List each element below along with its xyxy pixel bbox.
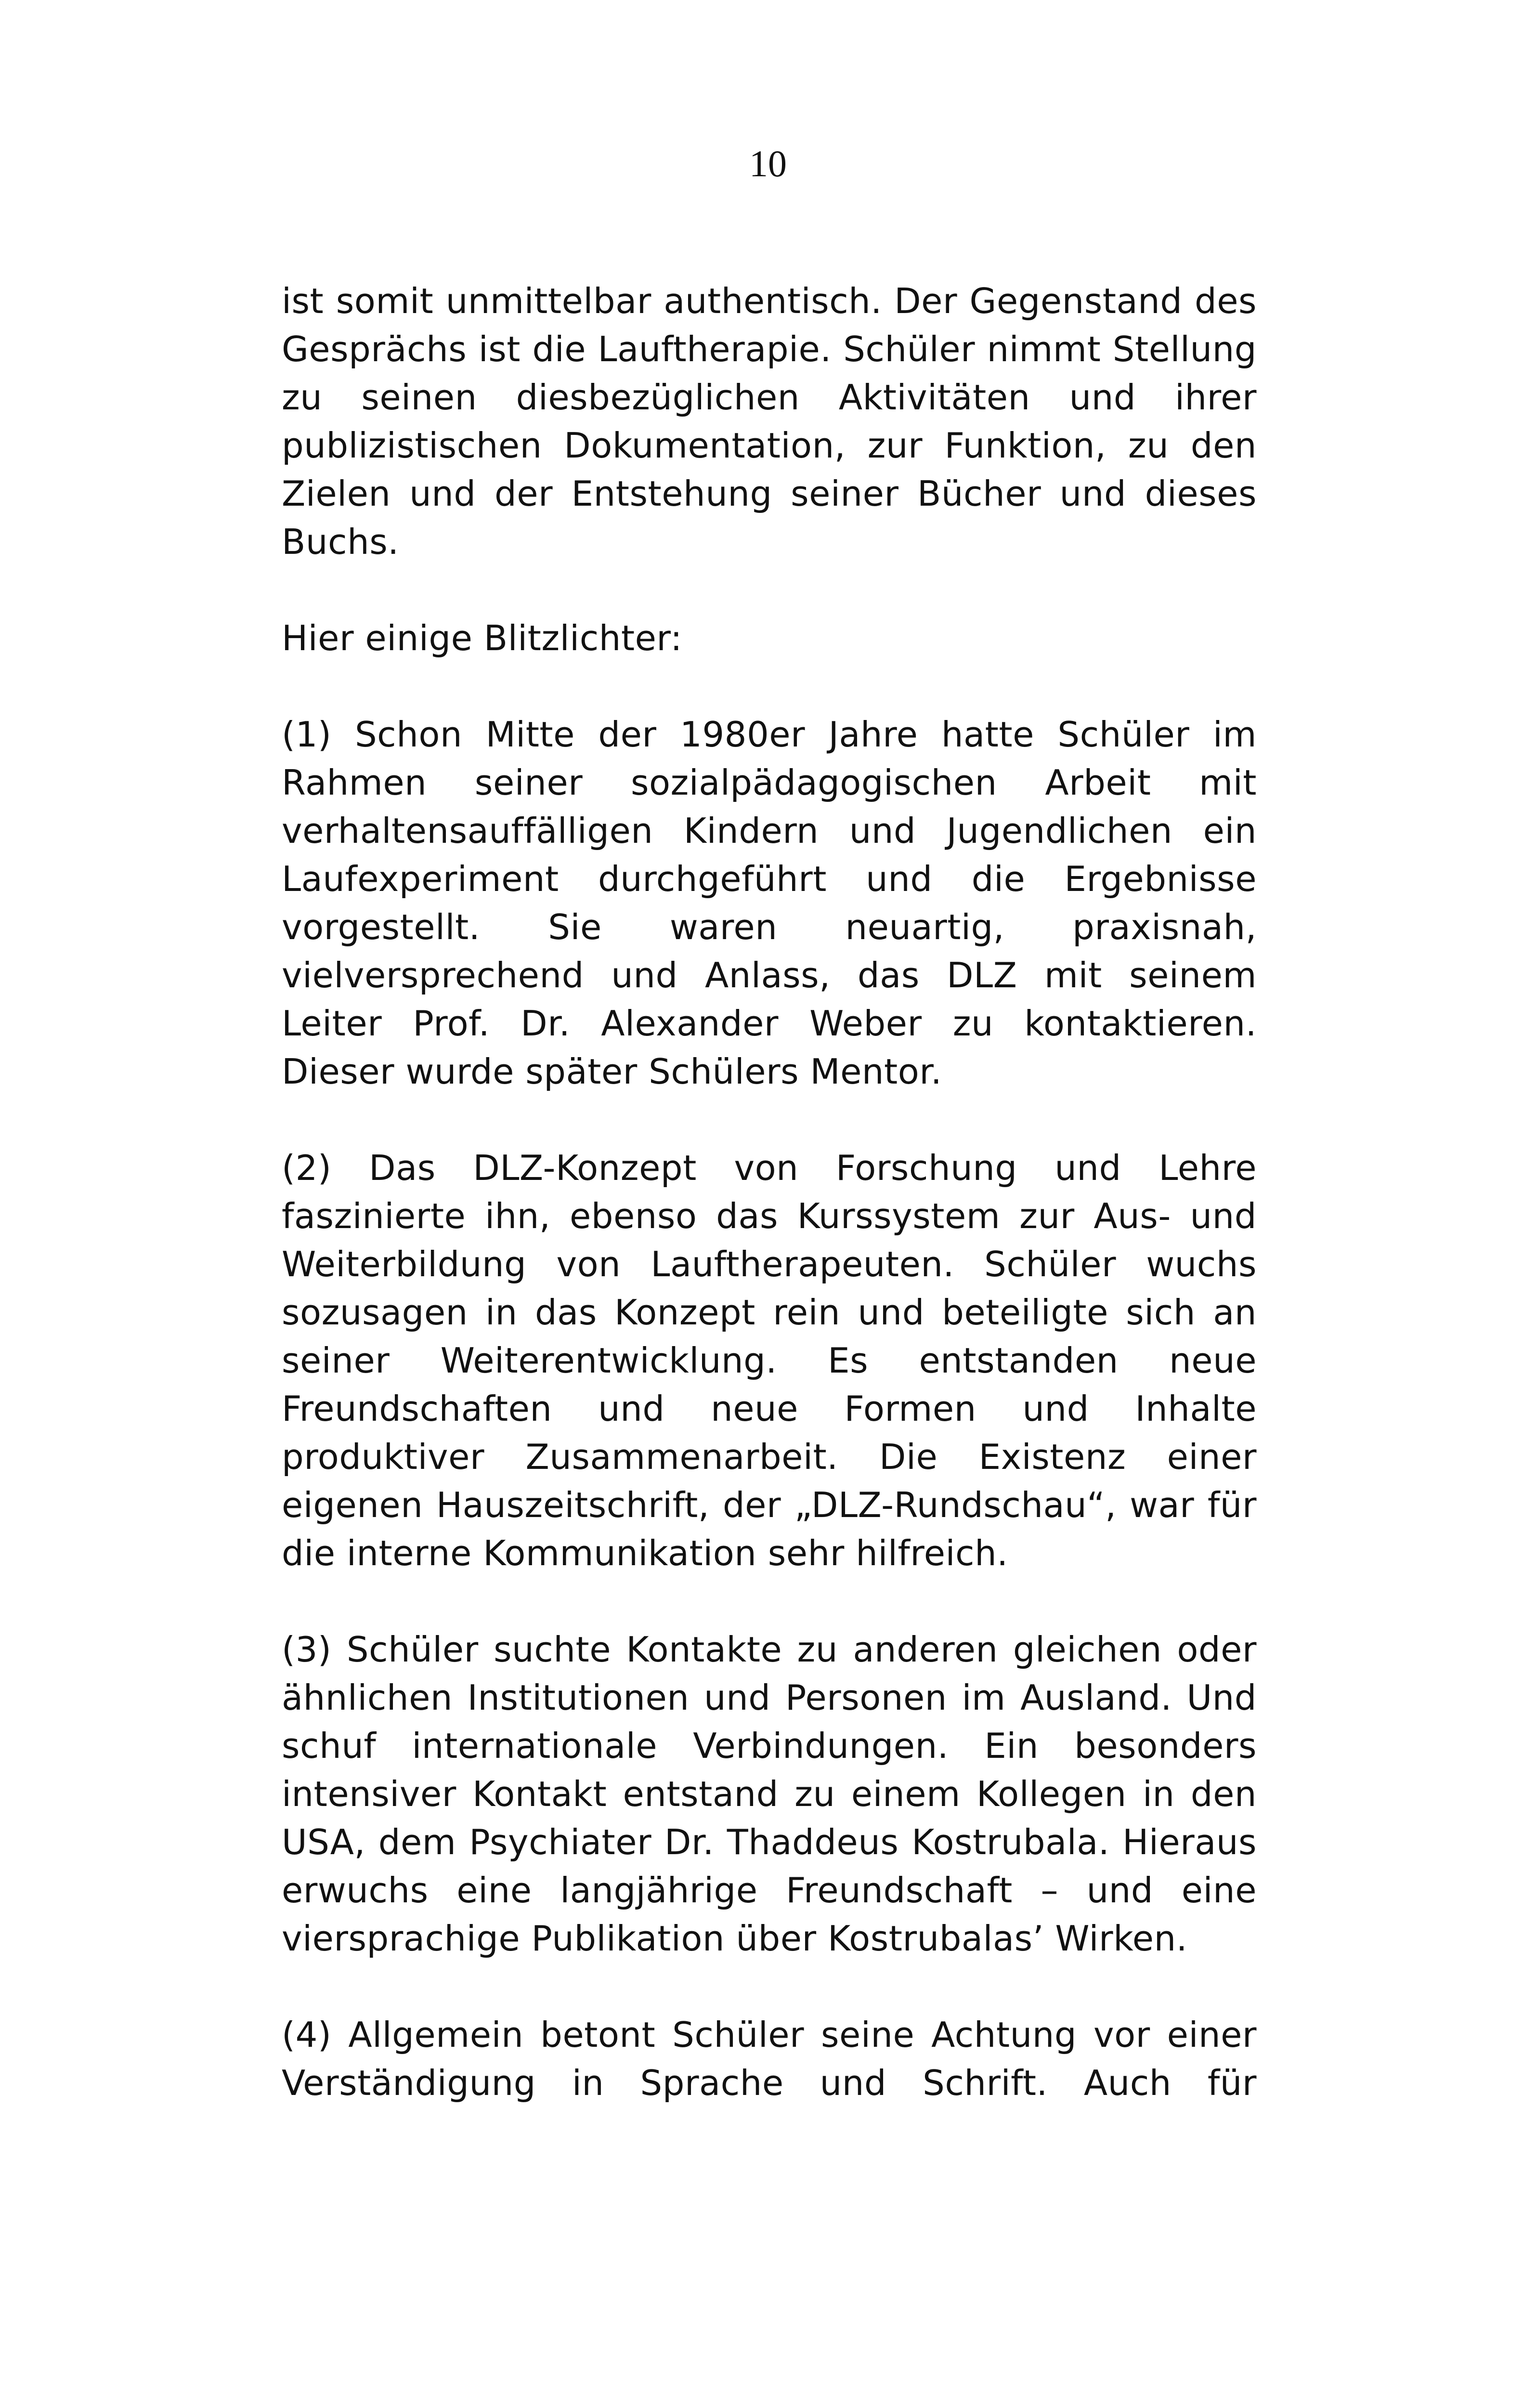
- page-number: 10: [749, 143, 787, 184]
- body-text: [282, 277, 1257, 2107]
- paragraph-point-4: (4) Allgemein betont Schüler seine Achtung vor einer Verständigung in Sprache und Schrift. Auch für: [282, 2015, 1257, 2103]
- paragraph-intro: ist somit unmittelbar authentisch. Der Gegenstand des Gesprächs ist die Lauftherapie. Schüler nimmt Stellung zu seinen diesbezüglichen Aktivitäten und ihrer publizistischen Dokumentation, zur Funktion, zu den Zielen und der Entstehung seiner Bücher und dieses Buchs.: [282, 281, 1257, 562]
- paragraph-point-3: (3) Schüler suchte Kontakte zu anderen gleichen oder ähnlichen Institutionen und Personen im Ausland. Und schuf internationale Verbindungen. Ein besonders intensiver Kontakt entstand zu einem Kollegen in den USA, dem Psychiater Dr. Thaddeus Kostrubala. Hieraus erwuchs eine langjährige Freundschaft – und eine viersprachige Publikation über Kostrubalas’ Wirken.: [282, 1629, 1257, 1959]
- paragraph-point-2: (2) Das DLZ-Konzept von Forschung und Lehre faszinierte ihn, ebenso das Kurssystem zur Aus- und Weiterbildung von Lauftherapeuten. Schüler wuchs sozusagen in das Konzept rein und beteiligte sich an seiner Weiterentwicklung. Es entstanden neue Freundschaften und neue Formen und Inhalte produktiver Zusammenarbeit. Die Existenz einer eigenen Hauszeitschrift, der „DLZ-Rundschau“, war für die interne Kommunikation sehr hilfreich.: [282, 1148, 1257, 1573]
- paragraph-highlights-heading: Hier einige Blitzlichter:: [282, 618, 683, 658]
- paragraph-point-1: (1) Schon Mitte der 1980er Jahre hatte Schüler im Rahmen seiner sozialpädagogischen Arbeit mit verhaltensauffälligen Kindern und Jugendlichen ein Laufexperiment durchgeführt und die Ergebnisse vorgestellt. Sie waren neuartig, praxisnah, vielversprechend und Anlass, das DLZ mit seinem Leiter Prof. Dr. Alexander Weber zu kontaktieren. Dieser wurde später Schülers Mentor.: [282, 714, 1257, 1092]
